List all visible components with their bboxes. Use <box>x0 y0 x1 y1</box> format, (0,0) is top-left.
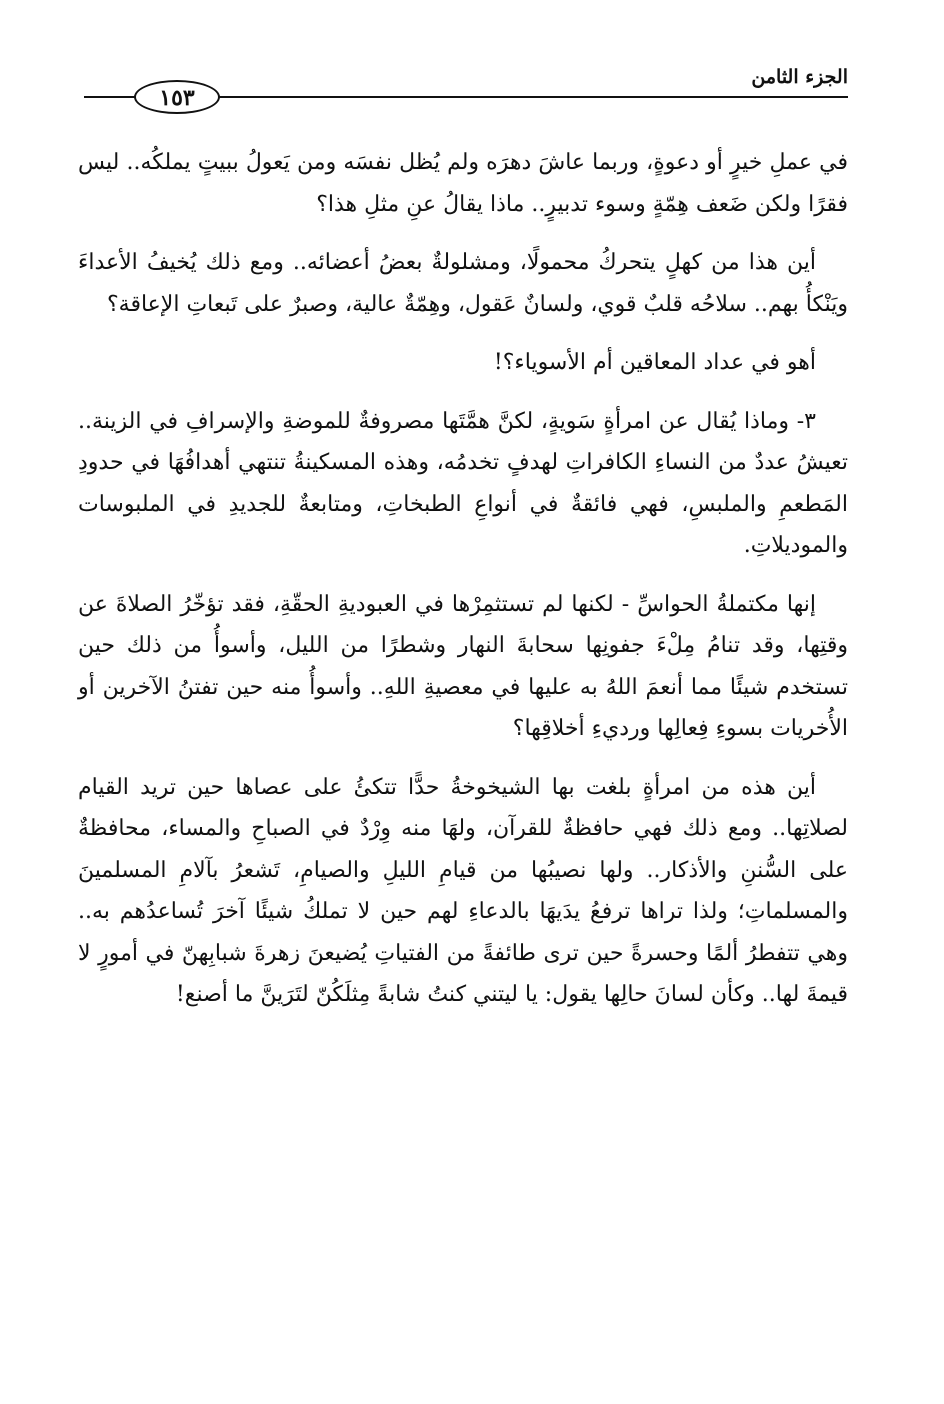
page-header <box>84 62 848 112</box>
paragraph: في عملِ خيرٍ أو دعوةٍ، وربما عاشَ دهرَه ولم يُظل نفسَه ومن يَعولُ ببيتٍ يملكُه.. ليس فقرًا ولكن ضَعف هِمّةٍ وسوء تدبيرٍ.. ماذا يقالُ عنِ مثلِ هذا؟ <box>78 150 848 217</box>
paragraph: ٣- وماذا يُقال عن امرأةٍ سَويةٍ، لكنَّ همَّتَها مصروفةٌ للموضةِ والإسرافِ في الزينة.. تعيشُ عددٌ من النساءِ الكافراتِ لهدفٍ تخدمُه، وهذه المسكينةُ تنتهي أهدافُهَا في حدودِ المَطعمِ والملبسِ، فهي فائقةٌ في أنواعِ الطبخاتِ، ومتابعةٌ للجديدِ في الملبوسات والموديلاتِ. <box>78 408 848 558</box>
paragraph: أين هذه من امرأةٍ بلغت بها الشيخوخةُ حدًّا تتكئُ على عصاها حين تريد القيام لصلاتِها.. ومع ذلك فهي حافظةٌ للقرآن، ولهَا منه وِرْدٌ في الصباحِ والمساء، محافظةٌ على السُّننِ والأذكار.. ولها نصيبُها من قيامِ الليلِ والصيامِ، تَشعرُ بآلامِ المسلمينَ والمسلماتِ؛ ولذا تراها ترفعُ يدَيهَا بالدعاءِ لهم حين لا تملكُ شيئًا آخرَ تُساعدُهم به.. وهي تتفطرُ ألمًا وحسرةً حين ترى طائفةً من الفتياتِ يُضيعنَ زهرةَ شبابِهنّ في أمورٍ لا قيمةَ لها.. وكأن لسانَ حالِها يقول: يا ليتني كنتُ شابةً مِثلَكُنّ لتَرَينَّ ما أصنع! <box>78 774 848 1007</box>
paragraph: أهو في عداد المعاقين أم الأسوياء؟! <box>493 350 816 375</box>
page-number: ١٥٣ <box>134 80 220 114</box>
paragraph: إنها مكتملةُ الحواسِّ - لكنها لم تستثمِرْها في العبوديةِ الحقّةِ، فقد تؤخّرُ الصلاةَ عن وقتِها، وقد تنامُ مِلْءَ جفونِها سحابةَ النهار وشطرًا من الليل، وأسوأُ من ذلك حين تستخدم شيئًا مما أنعمَ اللهُ به عليها في معصيةِ اللهِ.. وأسوأُ منه حين تفتنُ الآخرين أو الأُخريات بسوءِ فِعالِها ورديءِ أخلاقِها؟ <box>78 591 848 741</box>
book-part-title: الجزء الثامن <box>751 66 848 88</box>
paragraph: أين هذا من كهلٍ يتحركُ محمولًا، ومشلولةٌ بعضُ أعضائه.. ومع ذلك يُخيفُ الأعداءَ ويَنْكأُ بهم.. سلاحُه قلبٌ قوي، ولسانٌ عَقول، وهِمّةٌ عالية، وصبرٌ على تَبعاتِ الإعاقة؟ <box>78 250 848 317</box>
page-body <box>78 142 848 1033</box>
